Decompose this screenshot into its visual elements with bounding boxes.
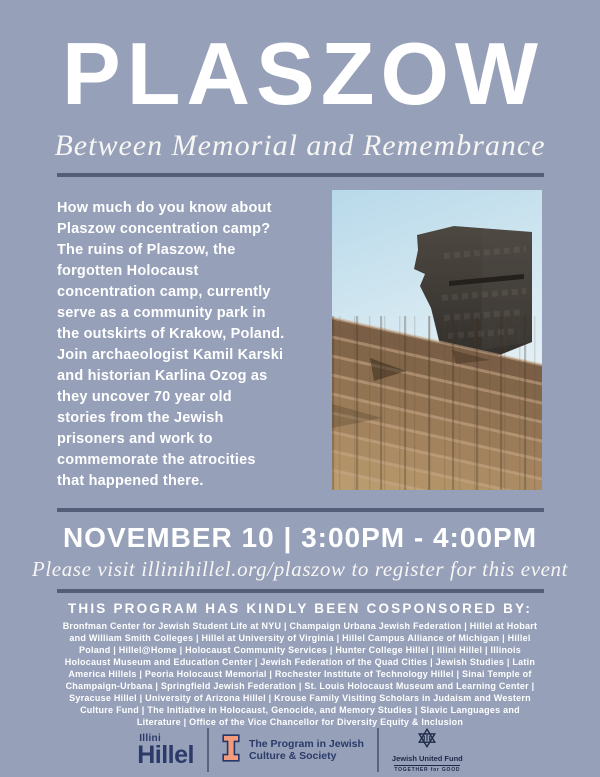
program-name [249,738,364,763]
text-line: serve as a community park in [57,305,266,321]
text-line: commemorate the atrocities [57,452,256,468]
memorial-photo-art [332,190,542,490]
divider-middle [57,508,544,512]
juf-name: Jewish United Fund [391,754,463,763]
text-line: Join archaeologist Kamil Karski [57,347,284,363]
text-line: Plaszow concentration camp? [57,221,271,237]
text-line: prisoners and work to [57,431,213,447]
text-line: Culture Fund | The Initiative in Holocaust, Genocide, and Memory Studies | Slavic Languages and [80,705,520,715]
text-line: stories from the Jewish [57,410,224,426]
registration-url-line: Please visit illinihillel.org/plaszow to register for this event [31,557,569,581]
text-line: forgotten Holocaust [57,263,199,279]
footer-divider-2 [377,728,379,772]
text-line: and William Smith Colleges | Hillel at University of Virginia | Hillel Campus Alliance of Michigan | Hillel [69,633,531,643]
program-name-line2: Culture & Society [248,750,337,762]
divider-bottom [57,589,544,593]
text-line: Holocaust Museum and Education Center | Jewish Federation of the Quad Cities | Jewish Studies | Latin [64,657,536,667]
text-line: they uncover 70 year old [57,389,232,405]
text-line: America Hillels | Peoria Holocaust Memorial | Rochester Institute of Technology Hillel | Sinai Temple of [68,669,532,679]
text-line: the outskirts of Krakow, Poland. [57,326,285,342]
illinois-block-i-icon [222,734,240,767]
juf-tagline: TOGETHER for GOOD [394,765,460,774]
footer-divider-1 [207,728,209,772]
text-line: Champaign-Urbana | Springfield Jewish Federation | St. Louis Holocaust Museum and Learning Center | [65,681,535,691]
divider-top [57,173,544,177]
illini-hillel-logo [137,733,194,769]
text-line: The ruins of Plaszow, the [57,242,236,258]
program-jewish-culture-logo [222,734,364,767]
hillel-affiliate-label: Illini [139,733,162,744]
stone-steps [332,316,542,490]
event-datetime: NOVEMBER 10 | 3:00PM - 4:00PM [62,522,538,553]
event-description [57,198,329,492]
logo-footer [0,726,600,774]
star-of-david-menorah-icon [416,727,438,754]
jewish-united-fund-logo [392,727,463,773]
text-line: concentration camp, currently [57,284,271,300]
poster-subtitle: Between Memorial and Remembrance [54,129,546,162]
memorial-photo [332,190,542,490]
text-line: Literature | Office of the Vice Chancellor for Diversity Equity & Inclusion [136,717,464,727]
text-line: Poland | Hillel@Home | Holocaust Community Services | Hunter College Hillel | Illini Hillel | Illinois [79,645,521,655]
hillel-wordmark: Hillel [137,741,194,769]
cosponsor-list [30,620,570,728]
text-line: that happened there. [57,473,204,489]
text-line: and historian Karlina Ozog as [57,368,268,384]
cosponsor-heading: THIS PROGRAM HAS KINDLY BEEN COSPONSORED BY: [67,601,533,616]
text-line: Syracuse Hillel | University of Arizona Hillel | Krouse Family Visiting Scholars in Judaism and Western [69,693,531,703]
program-name-line1: The Program in Jewish [248,737,364,750]
text-line: How much do you know about [57,200,272,216]
poster-title: PLASZOW [62,24,544,123]
text-line: Bronfman Center for Jewish Student Life at NYU | Champaign Urbana Jewish Federation | Hillel at Hobart [62,621,538,631]
